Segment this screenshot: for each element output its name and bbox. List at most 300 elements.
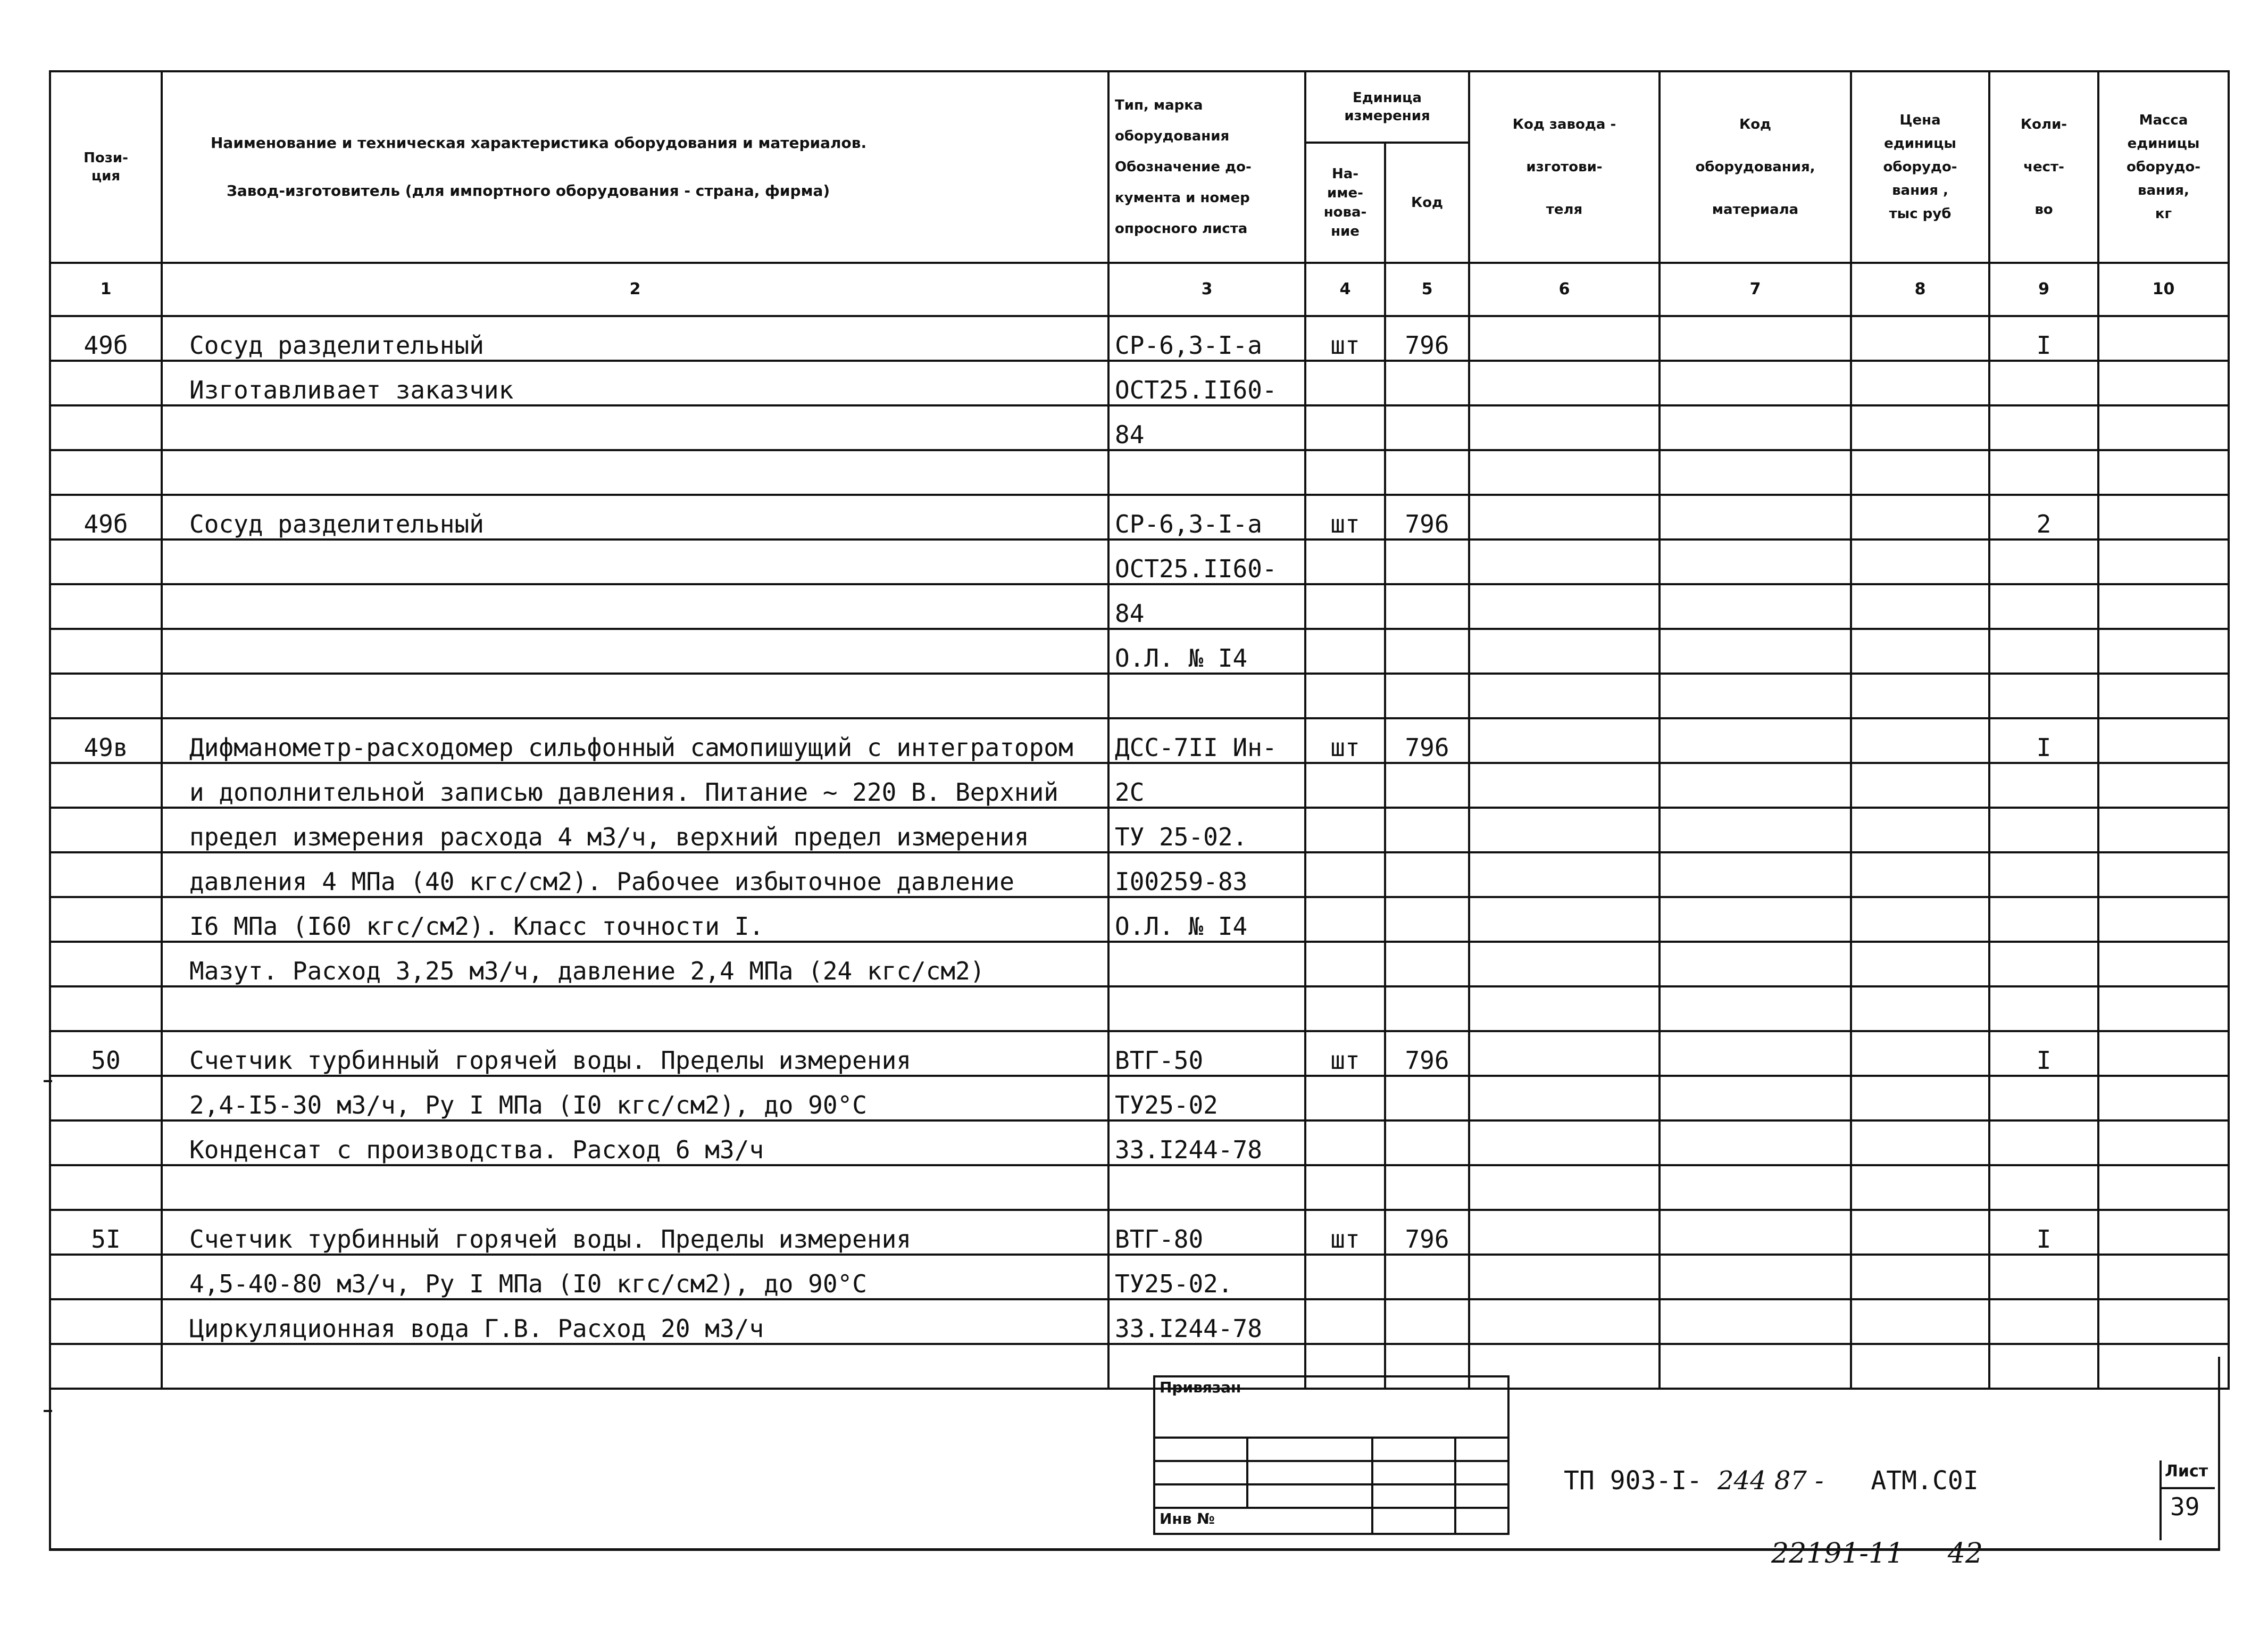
cell-unit-price — [1851, 942, 1989, 986]
cell-quantity: 2 — [1989, 495, 2098, 539]
cell-equipment-code — [1660, 718, 1851, 763]
stamp-cell — [1247, 1461, 1372, 1484]
cell-manufacturer-code — [1469, 1076, 1660, 1120]
cell-equipment-code — [1660, 539, 1851, 584]
cell-name — [162, 674, 1108, 718]
cell-type: ВТГ-80 — [1108, 1210, 1305, 1255]
cell-unit-price — [1851, 1076, 1989, 1120]
stamp-cell — [1455, 1508, 1508, 1534]
cell-quantity — [1989, 584, 2098, 629]
cell-manufacturer-code — [1469, 1299, 1660, 1344]
table-row — [50, 316, 2229, 361]
cell-type: 33.I244-78 — [1108, 1120, 1305, 1165]
cell-unit-name — [1305, 1299, 1385, 1344]
cell-quantity: I — [1989, 1031, 2098, 1076]
cell-unit-mass — [2098, 1165, 2229, 1210]
cell-position — [50, 852, 162, 897]
cell-quantity — [1989, 1255, 2098, 1299]
cell-unit-name — [1305, 763, 1385, 808]
cell-position — [50, 539, 162, 584]
cell-unit-price — [1851, 808, 1989, 852]
cell-position: 50 — [50, 1031, 162, 1076]
cell-equipment-code — [1660, 808, 1851, 852]
cell-name — [162, 584, 1108, 629]
cell-manufacturer-code — [1469, 986, 1660, 1031]
cell-unit-mass — [2098, 495, 2229, 539]
cell-unit-price — [1851, 361, 1989, 405]
cell-unit-price — [1851, 1255, 1989, 1299]
cell-unit-price — [1851, 316, 1989, 361]
cell-manufacturer-code — [1469, 1210, 1660, 1255]
cell-type — [1108, 1165, 1305, 1210]
specification-table — [49, 70, 2230, 1390]
cell-type: ДСС-7II Ин- — [1108, 718, 1305, 763]
cell-position: 49б — [50, 316, 162, 361]
cell-quantity — [1989, 450, 2098, 495]
cell-manufacturer-code — [1469, 897, 1660, 942]
cell-unit-name — [1305, 1165, 1385, 1210]
cell-manufacturer-code — [1469, 1255, 1660, 1299]
col-number-2: 2 — [162, 263, 1108, 316]
cell-equipment-code — [1660, 1299, 1851, 1344]
cell-unit-name — [1305, 1255, 1385, 1299]
cell-position — [50, 1165, 162, 1210]
cell-name — [162, 405, 1108, 450]
cell-unit-code — [1385, 674, 1469, 718]
cell-equipment-code — [1660, 584, 1851, 629]
cell-unit-code — [1385, 629, 1469, 674]
cell-quantity — [1989, 1076, 2098, 1120]
sheet-label: Лист — [2165, 1462, 2208, 1481]
cell-unit-mass — [2098, 674, 2229, 718]
cell-unit-price — [1851, 1120, 1989, 1165]
cell-position — [50, 1120, 162, 1165]
cell-equipment-code — [1660, 629, 1851, 674]
cell-unit-code: 796 — [1385, 718, 1469, 763]
cell-unit-mass — [2098, 763, 2229, 808]
cell-type: 33.I244-78 — [1108, 1299, 1305, 1344]
cell-type: 2С — [1108, 763, 1305, 808]
header-unit-name: На- име- нова- ние — [1305, 143, 1385, 263]
cell-type — [1108, 986, 1305, 1031]
header-position: Пози- ция — [50, 71, 162, 263]
cell-unit-code — [1385, 1076, 1469, 1120]
cell-manufacturer-code — [1469, 1120, 1660, 1165]
header-equipment-code: Код оборудования, материала — [1660, 71, 1851, 263]
stamp-cell — [1247, 1484, 1372, 1508]
cell-unit-mass — [2098, 986, 2229, 1031]
cell-unit-name: шт — [1305, 495, 1385, 539]
cell-name — [162, 450, 1108, 495]
cell-unit-name — [1305, 450, 1385, 495]
cell-unit-price — [1851, 718, 1989, 763]
cell-manufacturer-code — [1469, 539, 1660, 584]
cell-unit-code: 796 — [1385, 1210, 1469, 1255]
header-unit-code: Код — [1385, 143, 1469, 263]
cell-unit-mass — [2098, 1210, 2229, 1255]
cell-manufacturer-code — [1469, 584, 1660, 629]
cell-type: ТУ25-02. — [1108, 1255, 1305, 1299]
cell-position — [50, 942, 162, 986]
cell-unit-name: шт — [1305, 316, 1385, 361]
cell-manufacturer-code — [1469, 763, 1660, 808]
cell-equipment-code — [1660, 316, 1851, 361]
cell-unit-name — [1305, 674, 1385, 718]
stamp-cell — [1247, 1438, 1372, 1461]
cell-position — [50, 584, 162, 629]
cell-quantity — [1989, 986, 2098, 1031]
stamp-cell — [1455, 1484, 1508, 1508]
table-row — [50, 718, 2229, 763]
cell-unit-name — [1305, 986, 1385, 1031]
cell-quantity — [1989, 763, 2098, 808]
table-row — [50, 942, 2229, 986]
col-number-4: 4 — [1305, 263, 1385, 316]
cell-quantity — [1989, 897, 2098, 942]
header-type: Тип, марка оборудования Обозначение до- кумента и номер опросного листа — [1108, 71, 1305, 263]
cell-unit-price — [1851, 450, 1989, 495]
stamp-cell — [1455, 1461, 1508, 1484]
cell-unit-price — [1851, 1299, 1989, 1344]
table-row — [50, 808, 2229, 852]
cell-name: Дифманометр-расходомер сильфонный самопишущий с интегратором — [162, 718, 1108, 763]
table-row — [50, 1076, 2229, 1120]
bottom-frame — [49, 1357, 2220, 1551]
cell-unit-mass — [2098, 1299, 2229, 1344]
cell-type — [1108, 942, 1305, 986]
cell-name: предел измерения расхода 4 м3/ч, верхний предел измерения — [162, 808, 1108, 852]
cell-unit-name: шт — [1305, 1031, 1385, 1076]
table-row — [50, 897, 2229, 942]
cell-equipment-code — [1660, 852, 1851, 897]
sheet-number: 39 — [2170, 1492, 2200, 1521]
column-numbers-row — [50, 263, 2229, 316]
cell-position — [50, 1076, 162, 1120]
cell-unit-mass — [2098, 450, 2229, 495]
cell-unit-code — [1385, 1299, 1469, 1344]
table-row — [50, 584, 2229, 629]
header-name-line2: Завод-изготовитель (для импортного оборудования - страна, фирма) — [227, 182, 830, 200]
col-number-6: 6 — [1469, 263, 1660, 316]
stamp-attached-label: Привязан — [1154, 1376, 1508, 1438]
cell-unit-mass — [2098, 1255, 2229, 1299]
cell-manufacturer-code — [1469, 942, 1660, 986]
cell-unit-name — [1305, 539, 1385, 584]
document-code — [1564, 1466, 1979, 1496]
cell-position — [50, 808, 162, 852]
cell-manufacturer-code — [1469, 674, 1660, 718]
cell-manufacturer-code — [1469, 1165, 1660, 1210]
cell-type: СР-6,3-I-а — [1108, 495, 1305, 539]
doc-code-prefix: ТП 903-I- — [1564, 1466, 1703, 1496]
stamp-cell — [1372, 1508, 1455, 1534]
cell-unit-code — [1385, 1120, 1469, 1165]
cell-quantity — [1989, 852, 2098, 897]
cell-position — [50, 897, 162, 942]
stamp-inv-label: Инв № — [1154, 1508, 1372, 1534]
cell-position — [50, 763, 162, 808]
cell-equipment-code — [1660, 1076, 1851, 1120]
cell-name — [162, 629, 1108, 674]
table-row — [50, 1255, 2229, 1299]
cell-equipment-code — [1660, 897, 1851, 942]
col-number-5: 5 — [1385, 263, 1469, 316]
cell-name — [162, 986, 1108, 1031]
cell-position: 49в — [50, 718, 162, 763]
cell-unit-name — [1305, 361, 1385, 405]
cell-quantity — [1989, 405, 2098, 450]
cell-unit-name — [1305, 942, 1385, 986]
cell-unit-name: шт — [1305, 1210, 1385, 1255]
cell-type: I00259-83 — [1108, 852, 1305, 897]
cell-unit-code — [1385, 361, 1469, 405]
cell-name: Циркуляционная вода Г.В. Расход 20 м3/ч — [162, 1299, 1108, 1344]
margin-tick — [44, 1410, 52, 1412]
col-number-8: 8 — [1851, 263, 1989, 316]
cell-quantity: I — [1989, 1210, 2098, 1255]
cell-name: давления 4 МПа (40 кгс/см2). Рабочее избыточное давление — [162, 852, 1108, 897]
cell-quantity — [1989, 1120, 2098, 1165]
cell-unit-name — [1305, 584, 1385, 629]
cell-position — [50, 986, 162, 1031]
cell-unit-code — [1385, 852, 1469, 897]
cell-manufacturer-code — [1469, 450, 1660, 495]
col-number-9: 9 — [1989, 263, 2098, 316]
cell-type — [1108, 450, 1305, 495]
cell-unit-code — [1385, 584, 1469, 629]
col-number-1: 1 — [50, 263, 162, 316]
cell-unit-price — [1851, 986, 1989, 1031]
cell-position — [50, 629, 162, 674]
cell-quantity — [1989, 808, 2098, 852]
cell-manufacturer-code — [1469, 1031, 1660, 1076]
table-row — [50, 1299, 2229, 1344]
cell-unit-code — [1385, 1165, 1469, 1210]
cell-name: Счетчик турбинный горячей воды. Пределы измерения — [162, 1031, 1108, 1076]
cell-quantity — [1989, 1299, 2098, 1344]
cell-unit-code — [1385, 763, 1469, 808]
cell-unit-mass — [2098, 316, 2229, 361]
table-row — [50, 763, 2229, 808]
cell-unit-price — [1851, 674, 1989, 718]
table-row — [50, 1165, 2229, 1210]
table-row — [50, 1210, 2229, 1255]
cell-name: Счетчик турбинный горячей воды. Пределы измерения — [162, 1210, 1108, 1255]
cell-unit-mass — [2098, 584, 2229, 629]
cell-unit-mass — [2098, 405, 2229, 450]
cell-name: и дополнительной записью давления. Питание ~ 220 В. Верхний — [162, 763, 1108, 808]
header-name-line1: Наименование и техническая характеристика оборудования и материалов. — [211, 134, 867, 152]
cell-manufacturer-code — [1469, 316, 1660, 361]
cell-type — [1108, 674, 1305, 718]
cell-unit-code: 796 — [1385, 1031, 1469, 1076]
cell-type: ВТГ-50 — [1108, 1031, 1305, 1076]
cell-name — [162, 1165, 1108, 1210]
margin-tick — [44, 1080, 52, 1082]
cell-unit-name — [1305, 1076, 1385, 1120]
cell-unit-mass — [2098, 718, 2229, 763]
cell-quantity: I — [1989, 316, 2098, 361]
cell-equipment-code — [1660, 1031, 1851, 1076]
cell-unit-name — [1305, 629, 1385, 674]
table-row — [50, 361, 2229, 405]
table-row — [50, 495, 2229, 539]
cell-unit-price — [1851, 852, 1989, 897]
cell-position — [50, 674, 162, 718]
stamp-cell — [1154, 1461, 1247, 1484]
cell-quantity — [1989, 361, 2098, 405]
cell-equipment-code — [1660, 942, 1851, 986]
cell-equipment-code — [1660, 1120, 1851, 1165]
cell-manufacturer-code — [1469, 852, 1660, 897]
cell-equipment-code — [1660, 361, 1851, 405]
cell-unit-mass — [2098, 942, 2229, 986]
cell-unit-name: шт — [1305, 718, 1385, 763]
stamp-cell — [1372, 1438, 1455, 1461]
cell-type: О.Л. № I4 — [1108, 629, 1305, 674]
cell-position — [50, 405, 162, 450]
cell-equipment-code — [1660, 1255, 1851, 1299]
cell-unit-price — [1851, 495, 1989, 539]
header-unit-group: Единица измерения — [1305, 71, 1469, 143]
cell-equipment-code — [1660, 405, 1851, 450]
cell-unit-price — [1851, 1165, 1989, 1210]
cell-unit-name — [1305, 1120, 1385, 1165]
header-unit-price: Цена единицы оборудо- вания , тыс руб — [1851, 71, 1989, 263]
cell-position — [50, 1255, 162, 1299]
cell-name: Сосуд разделительный — [162, 316, 1108, 361]
table-row — [50, 674, 2229, 718]
cell-unit-price — [1851, 405, 1989, 450]
cell-quantity — [1989, 629, 2098, 674]
sheet-divider — [2159, 1487, 2215, 1489]
cell-name: I6 МПа (I60 кгс/см2). Класс точности I. — [162, 897, 1108, 942]
cell-unit-code: 796 — [1385, 316, 1469, 361]
cell-quantity: I — [1989, 718, 2098, 763]
cell-unit-name — [1305, 852, 1385, 897]
col-number-7: 7 — [1660, 263, 1851, 316]
header-unit-mass: Масса единицы оборудо- вания, кг — [2098, 71, 2229, 263]
cell-unit-mass — [2098, 539, 2229, 584]
cell-equipment-code — [1660, 495, 1851, 539]
col-number-10: 10 — [2098, 263, 2229, 316]
cell-position — [50, 450, 162, 495]
table-row — [50, 1120, 2229, 1165]
cell-name: 2,4-I5-30 м3/ч, Ру I МПа (I0 кгс/см2), до 90°С — [162, 1076, 1108, 1120]
cell-name: Конденсат с производства. Расход 6 м3/ч — [162, 1120, 1108, 1165]
cell-equipment-code — [1660, 674, 1851, 718]
cell-type: ОСТ25.II60- — [1108, 539, 1305, 584]
cell-unit-code — [1385, 986, 1469, 1031]
cell-type: 84 — [1108, 405, 1305, 450]
cell-unit-name — [1305, 405, 1385, 450]
cell-manufacturer-code — [1469, 405, 1660, 450]
cell-name — [162, 539, 1108, 584]
stamp-cell — [1455, 1438, 1508, 1461]
cell-name: Изготавливает заказчик — [162, 361, 1108, 405]
cell-equipment-code — [1660, 986, 1851, 1031]
cell-equipment-code — [1660, 1210, 1851, 1255]
cell-name: 4,5-40-80 м3/ч, Ру I МПа (I0 кгс/см2), до 90°С — [162, 1255, 1108, 1299]
handwritten-number: 22191-11 42 — [1771, 1538, 1983, 1570]
specification-body — [50, 316, 2229, 1389]
cell-unit-name — [1305, 808, 1385, 852]
cell-type: О.Л. № I4 — [1108, 897, 1305, 942]
cell-unit-price — [1851, 584, 1989, 629]
cell-quantity — [1989, 539, 2098, 584]
cell-unit-price — [1851, 629, 1989, 674]
cell-unit-name — [1305, 897, 1385, 942]
cell-unit-code — [1385, 808, 1469, 852]
stamp-cell — [1372, 1484, 1455, 1508]
cell-type: 84 — [1108, 584, 1305, 629]
cell-unit-mass — [2098, 361, 2229, 405]
cell-manufacturer-code — [1469, 361, 1660, 405]
header-manufacturer-code: Код завода - изготови- теля — [1469, 71, 1660, 263]
table-row — [50, 539, 2229, 584]
cell-unit-mass — [2098, 1031, 2229, 1076]
cell-unit-code — [1385, 897, 1469, 942]
cell-position — [50, 361, 162, 405]
cell-unit-price — [1851, 1210, 1989, 1255]
cell-type: СР-6,3-I-а — [1108, 316, 1305, 361]
cell-unit-mass — [2098, 1120, 2229, 1165]
cell-unit-mass — [2098, 1076, 2229, 1120]
cell-manufacturer-code — [1469, 495, 1660, 539]
cell-equipment-code — [1660, 763, 1851, 808]
cell-name: Мазут. Расход 3,25 м3/ч, давление 2,4 МПа (24 кгс/см2) — [162, 942, 1108, 986]
stamp-cell — [1372, 1461, 1455, 1484]
doc-code-suffix: АТМ.С0I — [1871, 1466, 1979, 1496]
cell-unit-price — [1851, 763, 1989, 808]
stamp-cell — [1154, 1484, 1247, 1508]
cell-unit-mass — [2098, 629, 2229, 674]
table-row — [50, 1031, 2229, 1076]
col-number-3: 3 — [1108, 263, 1305, 316]
cell-position: 5I — [50, 1210, 162, 1255]
table-row — [50, 986, 2229, 1031]
table-row — [50, 852, 2229, 897]
cell-unit-code — [1385, 942, 1469, 986]
table-row — [50, 405, 2229, 450]
cell-type: ТУ 25-02. — [1108, 808, 1305, 852]
attachment-stamp — [1153, 1375, 1507, 1535]
cell-quantity — [1989, 942, 2098, 986]
cell-name: Сосуд разделительный — [162, 495, 1108, 539]
table-row — [50, 629, 2229, 674]
cell-equipment-code — [1660, 1165, 1851, 1210]
header-name — [162, 71, 1108, 263]
cell-unit-price — [1851, 539, 1989, 584]
cell-unit-price — [1851, 1031, 1989, 1076]
cell-manufacturer-code — [1469, 629, 1660, 674]
doc-code-handwritten: 244 87 - — [1717, 1466, 1824, 1496]
cell-position — [50, 1299, 162, 1344]
cell-unit-code — [1385, 405, 1469, 450]
cell-manufacturer-code — [1469, 718, 1660, 763]
cell-unit-mass — [2098, 852, 2229, 897]
cell-manufacturer-code — [1469, 808, 1660, 852]
cell-quantity — [1989, 1165, 2098, 1210]
cell-unit-code — [1385, 1255, 1469, 1299]
cell-type: ОСТ25.II60- — [1108, 361, 1305, 405]
stamp-cell — [1154, 1438, 1247, 1461]
header-quantity: Коли- чест- во — [1989, 71, 2098, 263]
cell-unit-code — [1385, 539, 1469, 584]
cell-unit-mass — [2098, 897, 2229, 942]
table-row — [50, 450, 2229, 495]
cell-type: ТУ25-02 — [1108, 1076, 1305, 1120]
